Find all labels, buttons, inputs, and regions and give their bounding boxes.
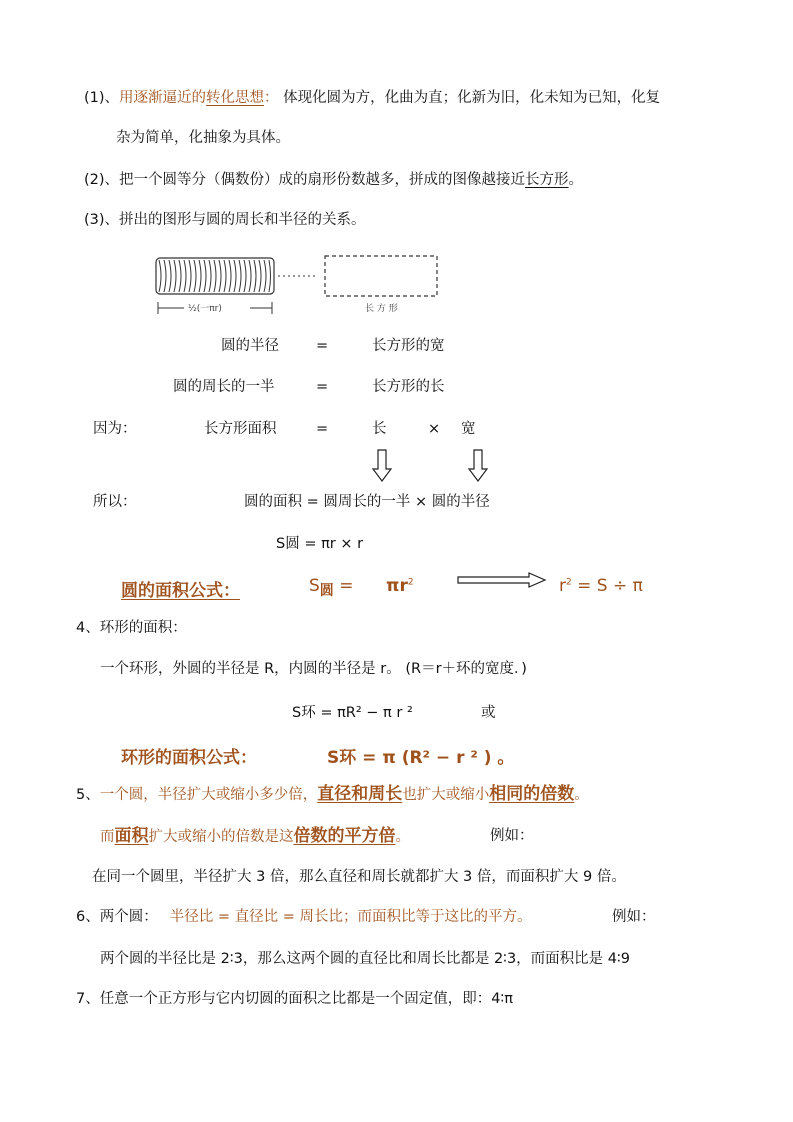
item-number: (1)、 bbox=[84, 90, 120, 106]
figure-label-right: 长 方 形 bbox=[365, 304, 398, 314]
figure-label-left: ½(一πr) bbox=[188, 304, 222, 314]
item-5-line-2: 而面积扩大或缩小的倍数是这倍数的平方倍。 bbox=[100, 826, 410, 846]
or-text: 或 bbox=[481, 705, 496, 721]
because-eq: = bbox=[316, 421, 329, 437]
underlined-term: 长方形 bbox=[525, 172, 569, 188]
item-7: 7、任意一个正方形与它内切圆的面积之比都是一个固定值，即：4∶π bbox=[76, 991, 513, 1007]
relation-left: 圆的周长的一半 bbox=[173, 379, 275, 395]
circle-area-formula-label: 圆的面积公式： bbox=[121, 581, 240, 601]
body-text: 体现化圆为方，化曲为直；化新为旧，化未知为已知，化复 bbox=[278, 90, 661, 106]
highlight-underlined: 转化思想 bbox=[206, 90, 265, 106]
period: 。 bbox=[568, 172, 584, 188]
because-label: 因为： bbox=[93, 421, 137, 437]
highlight-text: 用逐渐逼近的 bbox=[119, 90, 207, 106]
down-arrow-icon bbox=[468, 449, 488, 483]
because-width: 宽 bbox=[461, 421, 476, 437]
example-label: 例如： bbox=[612, 909, 656, 925]
so-text: 圆的面积 = 圆周长的一半 × 圆的半径 bbox=[244, 494, 490, 510]
relation-right: 长方形的宽 bbox=[372, 338, 445, 354]
body-text: (2)、把一个圆等分（偶数份）成的扇形份数越多，拼成的图像越接近 bbox=[84, 172, 526, 188]
ring-area-equation: S环 = πR² − π r ² bbox=[292, 705, 413, 721]
item-1 bbox=[84, 88, 660, 108]
because-times: × bbox=[428, 421, 441, 437]
item-6: 6、两个圆： 半径比 = 直径比 = 周长比；而面积比等于这比的平方。 bbox=[76, 909, 532, 925]
right-arrow-icon bbox=[457, 572, 547, 588]
circle-to-rectangle-figure bbox=[150, 250, 445, 320]
ring-area-formula-label: 环形的面积公式： bbox=[121, 748, 257, 768]
example-label: 例如： bbox=[490, 828, 534, 844]
item-6-example: 两个圆的半径比是 2∶3，那么这两个圆的直径比和周长比都是 2∶3，而面积比是 4∶9 bbox=[100, 951, 630, 967]
item-5: 5、一个圆，半径扩大或缩小多少倍，直径和周长也扩大或缩小相同的倍数。 bbox=[76, 784, 589, 804]
relation-eq: = bbox=[316, 379, 329, 395]
area-derivation: S圆 = πr × r bbox=[276, 536, 364, 552]
item-4-text: 一个环形，外圆的半径是 R，内圆的半径是 r。 (R＝r＋环的宽度．) bbox=[100, 661, 527, 677]
item-2 bbox=[84, 170, 583, 190]
ring-area-formula: S环 = π (R² − r ² ) 。 bbox=[327, 748, 515, 768]
relation-right: 长方形的长 bbox=[372, 379, 445, 395]
because-left: 长方形面积 bbox=[204, 421, 277, 437]
pi-r-squared: $\pi r^2$ bbox=[386, 576, 414, 596]
relation-left: 圆的半径 bbox=[221, 338, 279, 354]
circle-area-formula: $S_圆$ = bbox=[309, 576, 354, 599]
radius-squared-formula: $r^2 = S \div \pi$ bbox=[559, 576, 643, 596]
item-1-continuation: 杂为简单，化抽象为具体。 bbox=[116, 130, 290, 146]
relation-eq: = bbox=[316, 338, 329, 354]
so-label: 所以： bbox=[93, 494, 137, 510]
colon: ： bbox=[264, 90, 279, 106]
item-3: (3)、拼出的图形与圆的周长和半径的关系。 bbox=[84, 212, 366, 228]
item-5-example: 在同一个圆里，半径扩大 3 倍，那么直径和周长就都扩大 3 倍，而面积扩大 9 倍。 bbox=[92, 869, 626, 885]
down-arrow-icon bbox=[372, 449, 392, 483]
item-4-title: 4、环形的面积： bbox=[76, 620, 187, 636]
because-length: 长 bbox=[372, 421, 387, 437]
